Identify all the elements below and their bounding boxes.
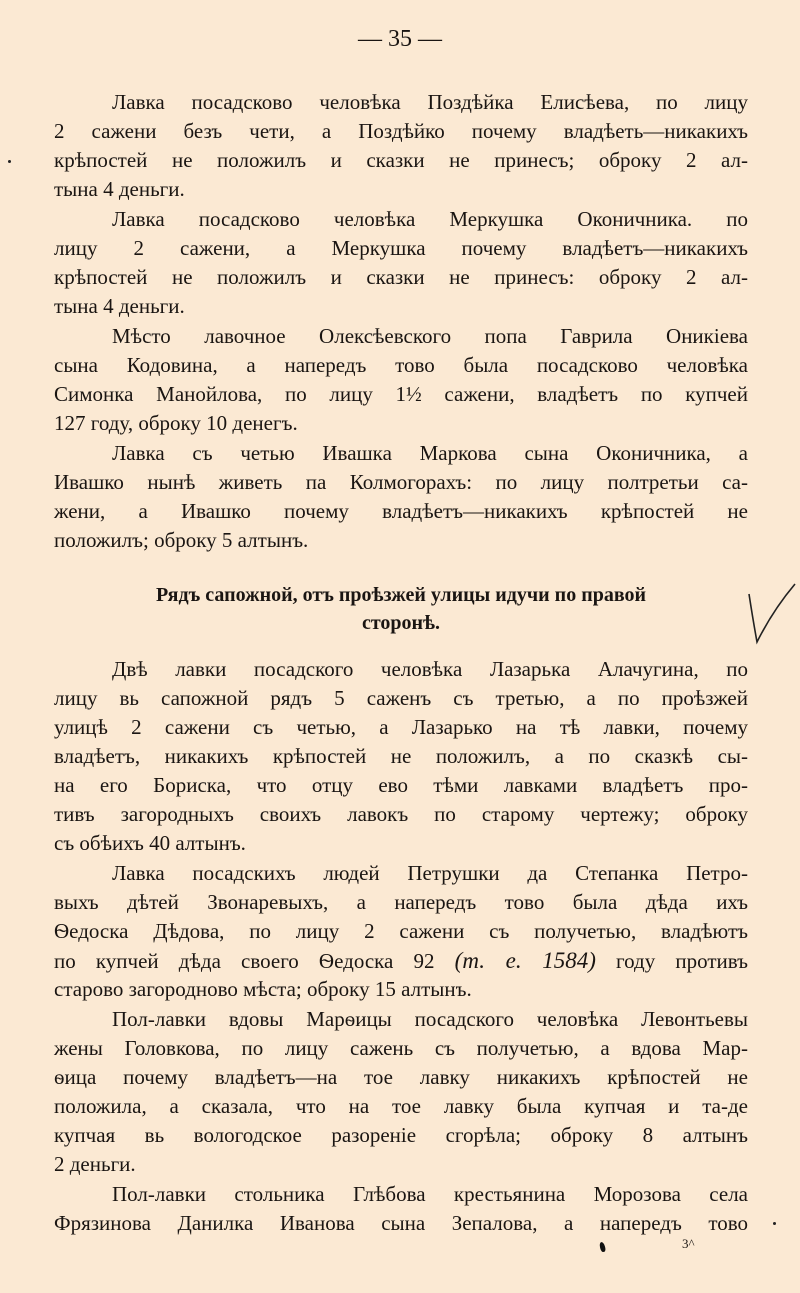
text-line: ѳица почему владѣетъ—на тое лавку никакихъ крѣпостей не (54, 1065, 748, 1089)
text-line: Пол-лавки стольника Глѣбова крестьянина Морозова села (112, 1182, 748, 1206)
text-line: Ѳедоска Дѣдова, по лицу 2 сажени съ получетью, владѣютъ (54, 919, 748, 943)
text-line: тына 4 деньги. (54, 294, 185, 318)
text-line: Лавка посадсково человѣка Меркушка Оконичника. по (112, 207, 748, 231)
date-annotation: (т. е. 1584) (454, 948, 596, 973)
text-line: 2 сажени безъ чети, а Поздѣйко почему владѣеть—никакихъ (54, 119, 748, 143)
text-line: Фрязинова Данилка Иванова сына Зепалова, а напередъ тово (54, 1211, 748, 1235)
text-line: купчая вь вологодское разореніе сгорѣла; оброку 8 алтынъ (54, 1123, 748, 1147)
paragraph (54, 88, 748, 204)
text-line: лицу вь сапожной рядъ 5 саженъ съ третью, а по проѣзжей (54, 686, 748, 710)
text-line: 127 году, оброку 10 денегъ. (54, 411, 298, 435)
text-line: выхъ дѣтей Звонаревыхъ, а напередъ тово была дѣда ихъ (54, 890, 748, 914)
text-fragment: году противъ (595, 949, 748, 973)
heading-line: сторонѣ. (361, 612, 441, 634)
checkmark-icon (745, 580, 800, 650)
text-line: жены Головкова, по лицу сажень съ получетью, а вдова Мар- (54, 1036, 748, 1060)
text-line: тивъ загородныхъ своихъ лавокъ по старому чертежу; оброку (54, 802, 748, 826)
paragraph (54, 1005, 748, 1179)
paragraph (54, 859, 748, 1004)
text-line: лицу 2 сажени, а Меркушка почему владѣетъ—никакихъ (54, 236, 748, 260)
section-heading (54, 581, 748, 637)
signature-mark: 3^ (682, 1236, 695, 1251)
text-line: положила, а сказала, что на тое лавку была купчая и та-де (54, 1094, 748, 1118)
page-body (54, 88, 748, 1239)
text-line: Ивашко нынѣ живеть па Колмогорахъ: по лицу полтретьи са- (54, 470, 748, 494)
text-line: Лавка посадсково человѣка Поздѣйка Елисѣева, по лицу (112, 90, 748, 114)
page-number: — 35 — (358, 26, 442, 52)
text-line: Мѣсто лавочное Олексѣевского попа Гаврила Оникіева (112, 324, 748, 348)
text-line: 2 деньги. (54, 1152, 136, 1176)
text-line: жени, а Ивашко почему владѣетъ—никакихъ крѣпостей не (54, 499, 748, 523)
heading-line: Рядъ сапожной, отъ проѣзжей улицы идучи по правой (155, 584, 647, 606)
text-line: крѣпостей не положилъ и сказки не принесъ: оброку 2 ал- (54, 265, 748, 289)
text-line: владѣетъ, никакихъ крѣпостей не положилъ, а по сказкѣ сы- (54, 744, 748, 768)
text-line: сына Кодовина, а напередъ тово была посадсково человѣка (54, 353, 748, 377)
text-line: Симонка Манойлова, по лицу 1½ сажени, владѣетъ по купчей (54, 382, 748, 406)
text-line: Лавка посадскихъ людей Петрушки да Степанка Петро- (112, 861, 748, 885)
paragraphs-top (54, 88, 748, 555)
text-line: улицѣ 2 сажени съ четью, а Лазарько на тѣ лавки, почему (54, 715, 748, 739)
text-fragment: по купчей дѣда своего Ѳедоска 92 (54, 949, 455, 973)
text-line: съ обѣихъ 40 алтынъ. (54, 831, 246, 855)
paragraph (54, 322, 748, 438)
text-line: Лавка съ четью Ивашка Маркова сына Оконичника, а (112, 441, 748, 465)
text-line: старово загородново мѣста; оброку 15 алтынъ. (54, 977, 472, 1001)
paragraph (54, 205, 748, 321)
text-line: положилъ; оброку 5 алтынъ. (54, 528, 309, 552)
text-line: крѣпостей не положилъ и сказки не принесъ; оброку 2 ал- (54, 148, 748, 172)
text-line: Двѣ лавки посадского человѣка Лазарька Алачугина, по (112, 657, 748, 681)
paragraph (54, 1180, 748, 1238)
text-line: тына 4 деньги. (54, 177, 185, 201)
text-line (54, 946, 748, 975)
paragraph (54, 655, 748, 858)
ink-blot (599, 1242, 606, 1253)
margin-dot (8, 160, 11, 163)
text-line: Пол-лавки вдовы Марѳицы посадского человѣка Левонтьевы (112, 1007, 748, 1031)
margin-dot (773, 1222, 776, 1225)
paragraph (54, 439, 748, 555)
text-line: на его Бориска, что отцу ево тѣми лавками владѣетъ про- (54, 773, 748, 797)
